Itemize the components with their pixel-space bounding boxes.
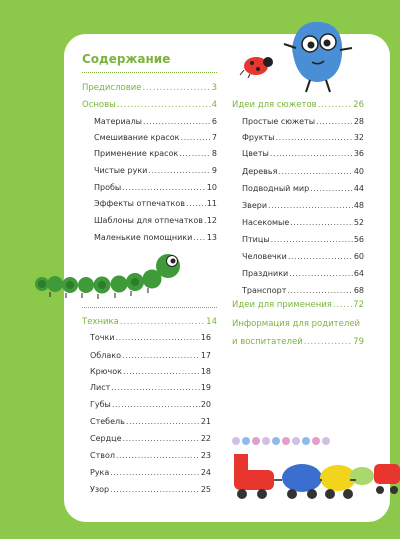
toc-entry-label: Идеи для применения — [232, 300, 332, 310]
toc-entry — [90, 486, 211, 494]
toc-entry — [94, 167, 217, 175]
toc-entry — [242, 150, 364, 158]
toc-entry-label: Транспорт — [242, 286, 287, 295]
toc-leader-dots — [276, 134, 353, 142]
title-separator — [82, 72, 217, 73]
toc-leader-dots — [204, 217, 206, 225]
toc-leader-dots — [318, 101, 352, 110]
toc-entry — [242, 287, 364, 295]
toc-entry — [94, 118, 217, 126]
toc-entry-label: Пробы — [94, 183, 122, 192]
toc-page-number: 64 — [353, 269, 364, 278]
toc-page-number: 28 — [353, 117, 364, 126]
toc-entry-label: Крючок — [90, 367, 122, 376]
toc-leader-dots — [143, 84, 211, 93]
toc-leader-dots — [270, 150, 353, 158]
toc-entry — [90, 469, 211, 477]
toc-leader-dots — [117, 101, 211, 110]
toc-entry — [242, 185, 364, 193]
toc-leader-dots — [288, 253, 353, 261]
toc-entry — [90, 334, 211, 342]
ladybug-icon — [238, 48, 274, 78]
toc-page-number: 26 — [353, 100, 364, 110]
toc-entry — [242, 219, 364, 227]
toc-page-number: 19 — [200, 383, 211, 392]
toc-entry — [90, 401, 211, 409]
toc-entry-label: Деревья — [242, 167, 278, 176]
toc-entry — [242, 236, 364, 244]
toc-leader-dots — [122, 352, 200, 360]
toc-page-number: 22 — [200, 434, 211, 443]
toc-entry — [90, 418, 211, 426]
toc-leader-dots — [110, 486, 200, 494]
toc-entry — [242, 134, 364, 142]
toc-entry-label: Маленькие помощники — [94, 233, 193, 242]
techniques-separator — [82, 307, 217, 308]
toc-entry-label: Праздники — [242, 269, 289, 278]
toc-page-number: 6 — [211, 117, 217, 126]
toc-section — [232, 101, 364, 110]
blue-monster-icon — [282, 14, 354, 94]
toc-leader-dots — [123, 368, 200, 376]
toc-leader-dots — [271, 236, 353, 244]
toc-entry-label: Губы — [90, 400, 111, 409]
toc-entry-label: Человечки — [242, 252, 287, 261]
toc-leader-dots — [287, 287, 352, 295]
toc-page-number: 3 — [211, 83, 217, 93]
toc-leader-dots — [186, 200, 206, 208]
toc-leader-dots — [193, 234, 205, 242]
toc-leader-dots — [290, 219, 353, 227]
toc-entry-label: Предисловие — [82, 83, 142, 93]
toc-page-number: 17 — [200, 351, 211, 360]
toc-page-number: 44 — [353, 184, 364, 193]
toc-page-number: 10 — [206, 183, 217, 192]
toc-entry-label: Смешивание красок — [94, 133, 180, 142]
toc-entry-label: Сердце — [90, 434, 122, 443]
toc-entry-label: Птицы — [242, 235, 270, 244]
toc-entry — [242, 270, 364, 278]
toc-entry-label: Основы — [82, 100, 116, 110]
toc-leader-dots — [110, 469, 200, 477]
toc-entry-label: и воспитателей — [232, 337, 303, 347]
toc-entry-label: Рука — [90, 468, 110, 477]
toc-page-number: 7 — [211, 133, 217, 142]
toc-leader-dots — [116, 334, 200, 342]
toc-entry-label: Техника — [82, 317, 119, 327]
toc-leader-dots — [120, 318, 205, 327]
toc-entry-label: Шаблоны для отпечатков — [94, 216, 203, 225]
train-icon — [226, 444, 400, 506]
toc-page-number: 48 — [353, 201, 364, 210]
toc-page-number: 14 — [206, 317, 217, 327]
toc-page-number: 20 — [200, 400, 211, 409]
toc-page-number: 72 — [353, 300, 364, 310]
toc-entry-label: Стебель — [90, 417, 125, 426]
toc-entry — [242, 253, 364, 261]
toc-entry-label: Фрукты — [242, 133, 275, 142]
toc-page-number: 56 — [353, 235, 364, 244]
toc-entry-label: Точки — [90, 333, 115, 342]
toc-section — [232, 338, 364, 347]
toc-page-number: 52 — [353, 218, 364, 227]
toc-entry-label: Чистые руки — [94, 166, 148, 175]
toc-leader-dots — [126, 418, 200, 426]
toc-page-number: 24 — [200, 468, 211, 477]
toc-leader-dots — [316, 118, 353, 126]
toc-entry-label: Применение красок — [94, 149, 179, 158]
toc-page-number: 23 — [200, 451, 211, 460]
toc-entry — [94, 200, 217, 208]
toc-entry — [94, 234, 217, 242]
toc-page-number: 32 — [353, 133, 364, 142]
toc-entry — [242, 202, 364, 210]
caterpillar-icon — [30, 244, 190, 304]
toc-leader-dots — [122, 435, 199, 443]
toc-entry-label: Узор — [90, 485, 110, 494]
toc-leader-dots — [116, 452, 200, 460]
toc-entry — [94, 134, 217, 142]
toc-leader-dots — [148, 167, 211, 175]
toc-entry — [242, 118, 364, 126]
toc-entry — [90, 352, 211, 360]
toc-leader-dots — [289, 270, 353, 278]
toc-page-number: 40 — [353, 167, 364, 176]
page-title: Содержание — [82, 52, 171, 66]
toc-leader-dots — [278, 168, 352, 176]
toc-entry — [94, 217, 217, 225]
toc-section — [82, 84, 217, 93]
toc-page-number: 68 — [353, 286, 364, 295]
toc-leader-dots — [268, 202, 353, 210]
toc-entry-label: Простые сюжеты — [242, 117, 316, 126]
toc-entry-label: Звери — [242, 201, 268, 210]
toc-entry-label: Информация для родителей — [232, 319, 361, 329]
toc-entry — [90, 435, 211, 443]
toc-page-number: 60 — [353, 252, 364, 261]
toc-entry — [94, 150, 217, 158]
toc-entry-label: Цветы — [242, 149, 269, 158]
toc-entry-label: Подводный мир — [242, 184, 310, 193]
toc-page-number: 21 — [200, 417, 211, 426]
toc-page-number: 8 — [211, 149, 217, 158]
toc-entry — [94, 184, 217, 192]
toc-section — [232, 320, 364, 329]
toc-page-number: 36 — [353, 149, 364, 158]
toc-leader-dots — [111, 384, 200, 392]
toc-section — [82, 101, 217, 110]
toc-section — [232, 301, 364, 310]
toc-leader-dots — [333, 301, 352, 310]
toc-entry — [90, 368, 211, 376]
toc-leader-dots — [179, 150, 211, 158]
toc-leader-dots — [181, 134, 211, 142]
toc-entry-label: Облако — [90, 351, 121, 360]
toc-entry-label: Ствол — [90, 451, 115, 460]
toc-entry-label: Материалы — [94, 117, 142, 126]
toc-leader-dots — [304, 338, 352, 347]
toc-leader-dots — [112, 401, 200, 409]
toc-leader-dots — [143, 118, 211, 126]
toc-page-number: 11 — [206, 199, 217, 208]
toc-entry — [90, 384, 211, 392]
toc-entry-label: Эффекты отпечатков — [94, 199, 185, 208]
toc-page-number: 18 — [200, 367, 211, 376]
toc-page-number: 4 — [211, 100, 217, 110]
toc-leader-dots — [122, 184, 206, 192]
toc-page-number: 9 — [211, 166, 217, 175]
toc-page-number: 79 — [353, 337, 364, 347]
toc-entry-label: Насекомые — [242, 218, 290, 227]
toc-entry-label: Лист — [90, 383, 111, 392]
toc-entry — [242, 168, 364, 176]
toc-page-number: 12 — [206, 216, 217, 225]
toc-leader-dots — [310, 185, 353, 193]
toc-page-number: 25 — [200, 485, 211, 494]
toc-page-number: 13 — [206, 233, 217, 242]
toc-entry — [90, 452, 211, 460]
toc-entry-label: Идеи для сюжетов — [232, 100, 317, 110]
toc-page-number: 16 — [200, 333, 211, 342]
toc-section — [82, 318, 217, 327]
